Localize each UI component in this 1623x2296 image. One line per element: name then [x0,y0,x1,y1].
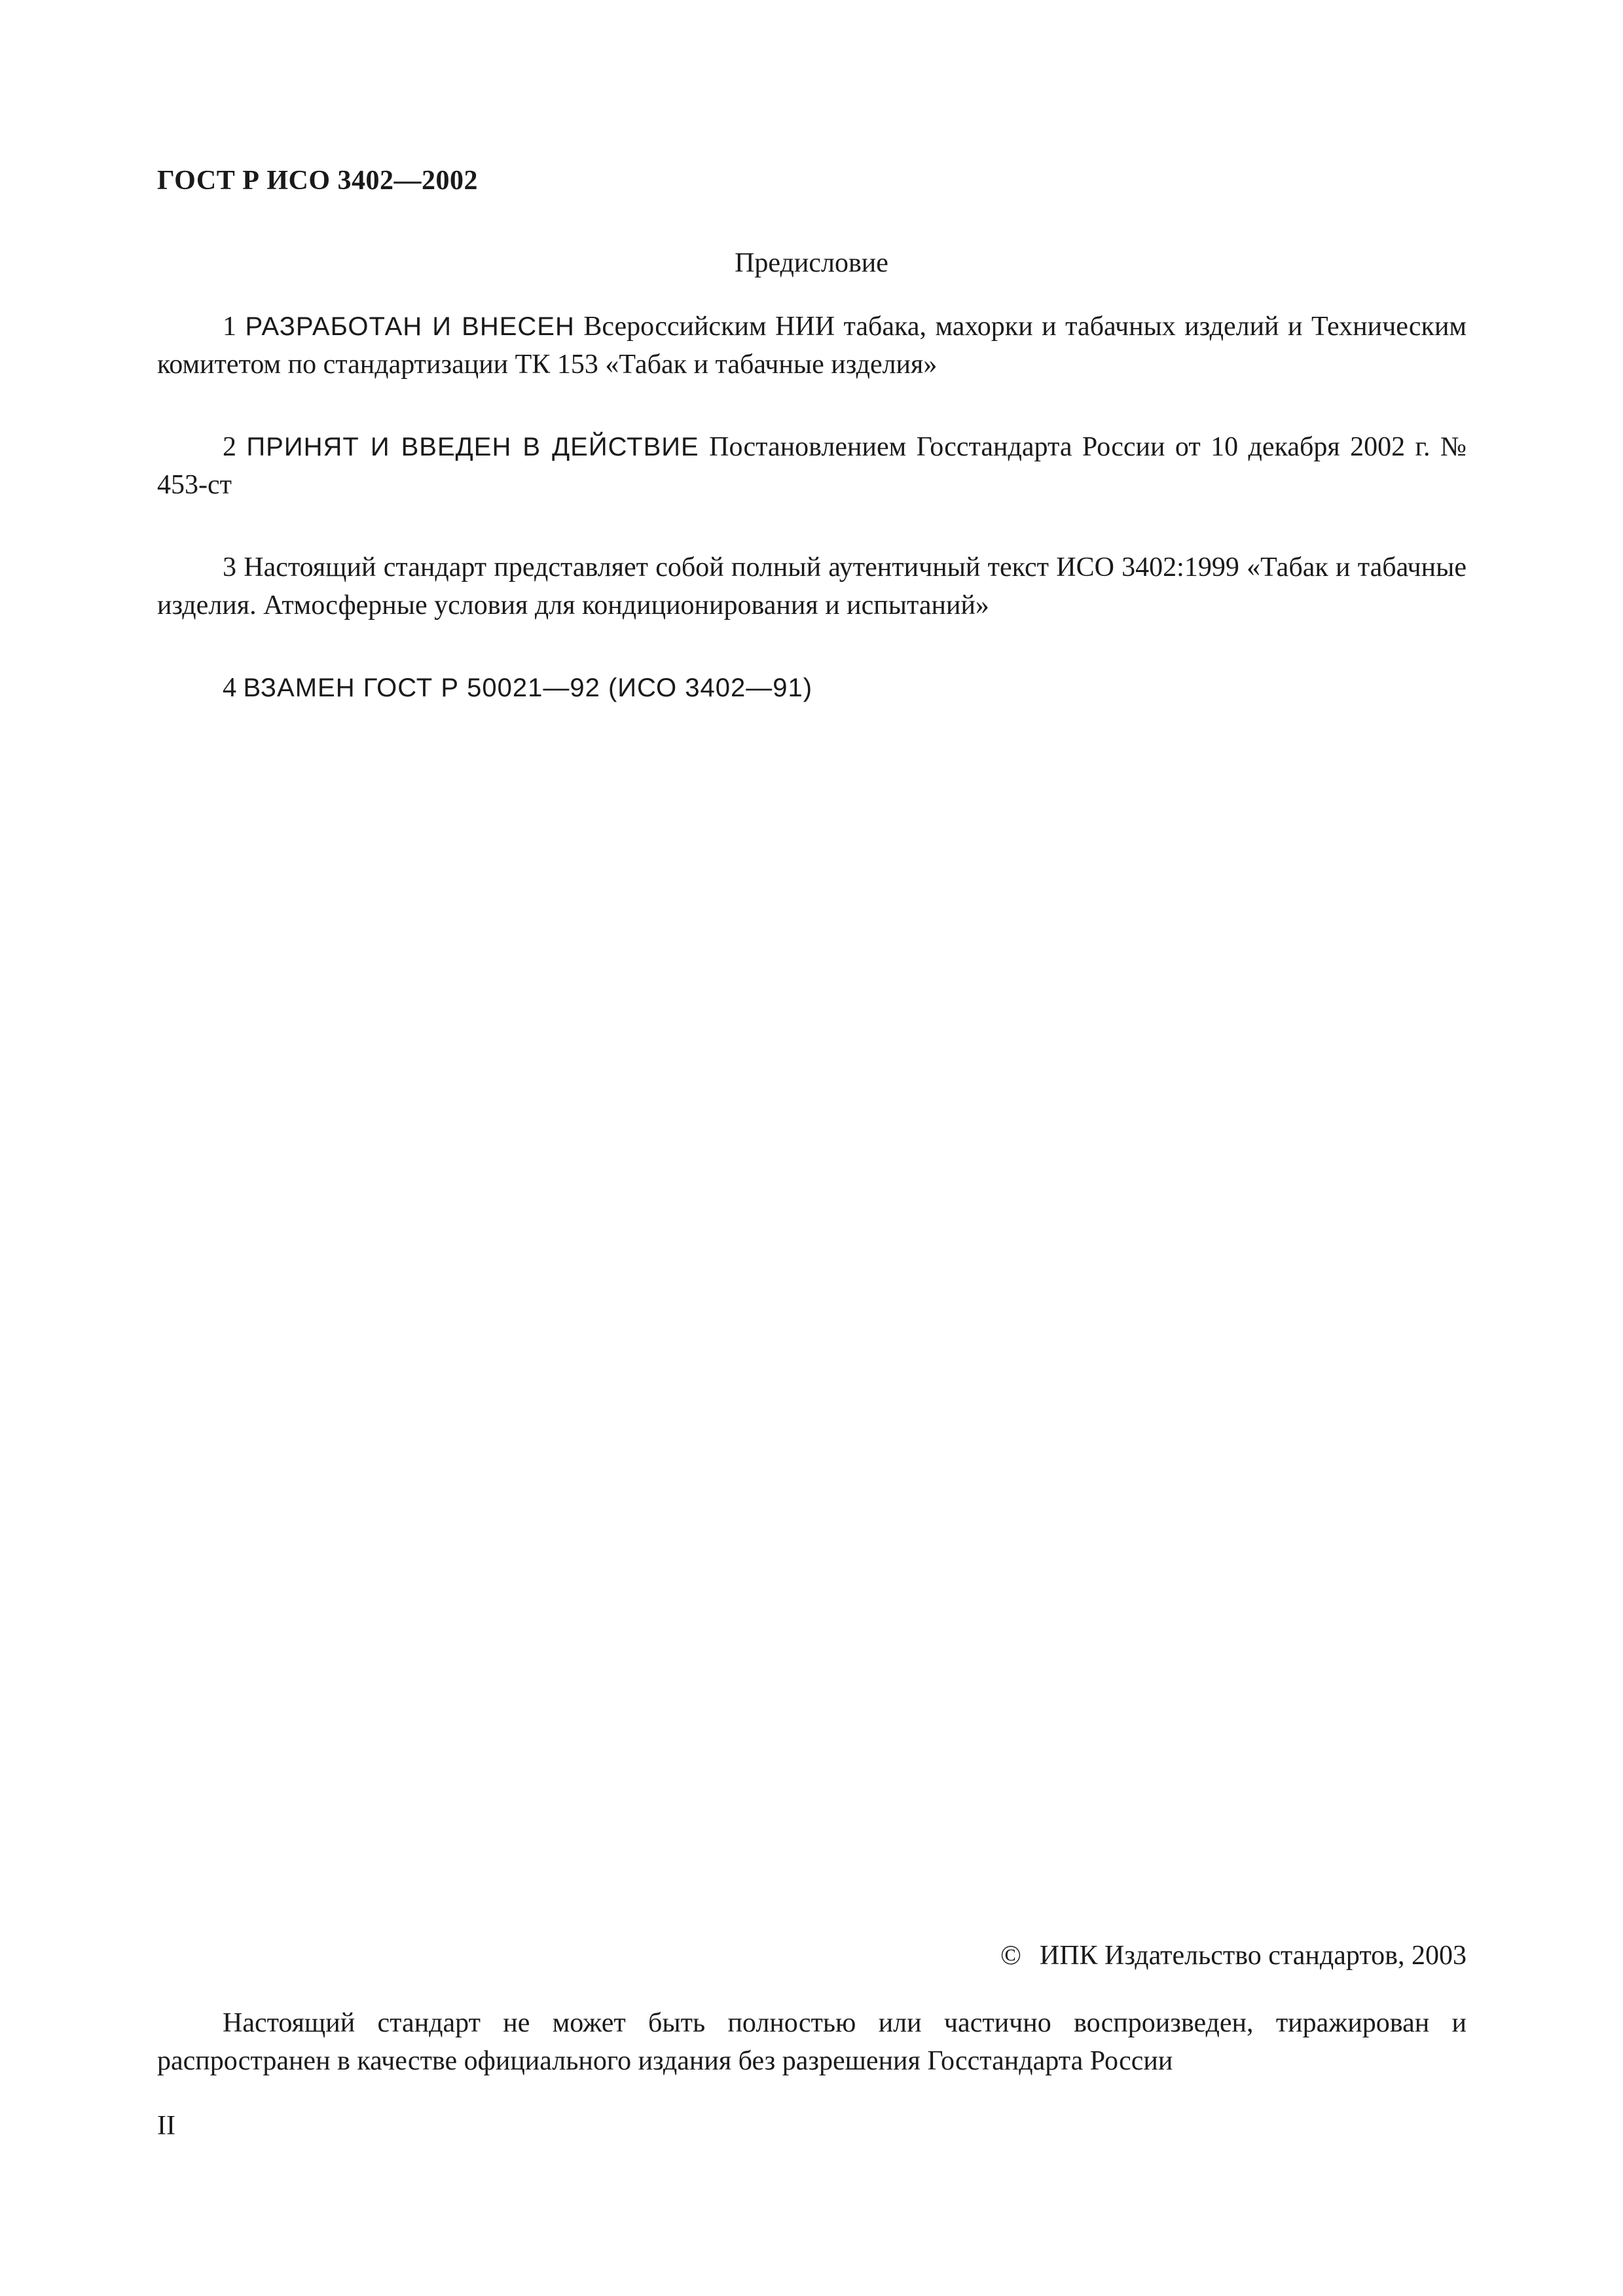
copyright-icon: © [1000,1941,1021,1971]
preface-title: Предисловие [735,248,888,278]
document-code: ГОСТ Р ИСО 3402—2002 [157,166,479,196]
preface-item-2 [157,428,1467,504]
item-number: 4 [223,673,236,703]
item-number: 1 [223,312,236,342]
item-caps-heading: ВЗАМЕН ГОСТ Р 50021—92 (ИСО 3402—91) [243,673,813,702]
item-caps-heading: РАЗРАБОТАН И ВНЕСЕН [245,312,575,341]
item-text: Постановлением Госстандарта России от 10 декабря 2002 г. № 453-ст [157,432,1467,500]
item-text: Всероссийским НИИ табака, махорки и табачных изделий и Техническим комитетом по стандартизации ТК 153 «Табак и табачные изделия» [157,312,1467,380]
preface-item-1 [157,308,1467,384]
preface-item-4 [157,669,1467,707]
preface-item-3 [157,548,1467,624]
preface-body [157,308,1467,751]
item-number: 3 [223,552,236,583]
item-caps-heading: ПРИНЯТ И ВВЕДЕН В ДЕЙСТВИЕ [246,433,699,461]
item-text: Настоящий стандарт представляет собой полный аутентичный текст ИСО 3402:1999 «Табак и табачные изделия. Атмосферные условия для кондиционирования и испытаний» [157,552,1467,620]
reproduction-notice: Настоящий стандарт не может быть полностью или частично воспроизведен, тиражирован и распространен в качестве официального издания без разрешения Госстандарта России [157,2008,1467,2076]
page-number: II [157,2111,175,2141]
copyright-line [1000,1940,1467,1971]
copyright-text: ИПК Издательство стандартов, 2003 [1039,1941,1467,1971]
item-number: 2 [223,432,236,462]
